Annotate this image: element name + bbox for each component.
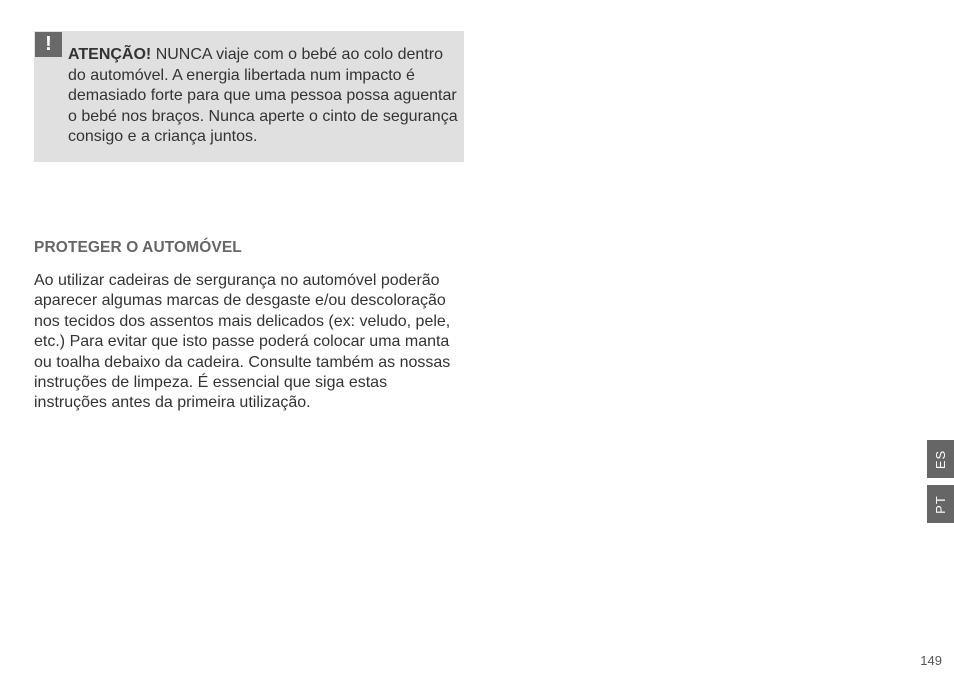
warning-box [34,31,464,162]
language-tab-label: ES [933,449,948,469]
warning-message: NUNCA viaje com o bebé ao colo dentro do automóvel. A energia libertada num impacto é demasiado forte para que uma pessoa possa aguentar o bebé nos braços. Nunca aperte o cinto de segurança consigo e a criança juntos. [68,46,458,145]
warning-label: ATENÇÃO! [68,46,152,63]
section-body: Ao utilizar cadeiras de sergurança no automóvel poderão aparecer algumas marcas de desgaste e/ou descoloração nos tecidos dos assentos mais delicados (ex: veludo, pele, etc.) Para evitar que isto passe poderá colocar uma manta ou toalha debaixo da cadeira. Consulte também as nossas instruções de limpeza. É essencial que siga estas instruções antes da primeira utilização. [34,272,451,412]
exclamation-icon: ! [35,32,62,57]
warning-text [68,45,460,148]
page-number: 149 [920,653,942,668]
language-tab-label: PT [933,494,948,514]
language-tab-pt[interactable] [927,485,954,523]
language-tab-es[interactable] [927,440,954,478]
section-heading: PROTEGER O AUTOMÓVEL [34,239,242,256]
